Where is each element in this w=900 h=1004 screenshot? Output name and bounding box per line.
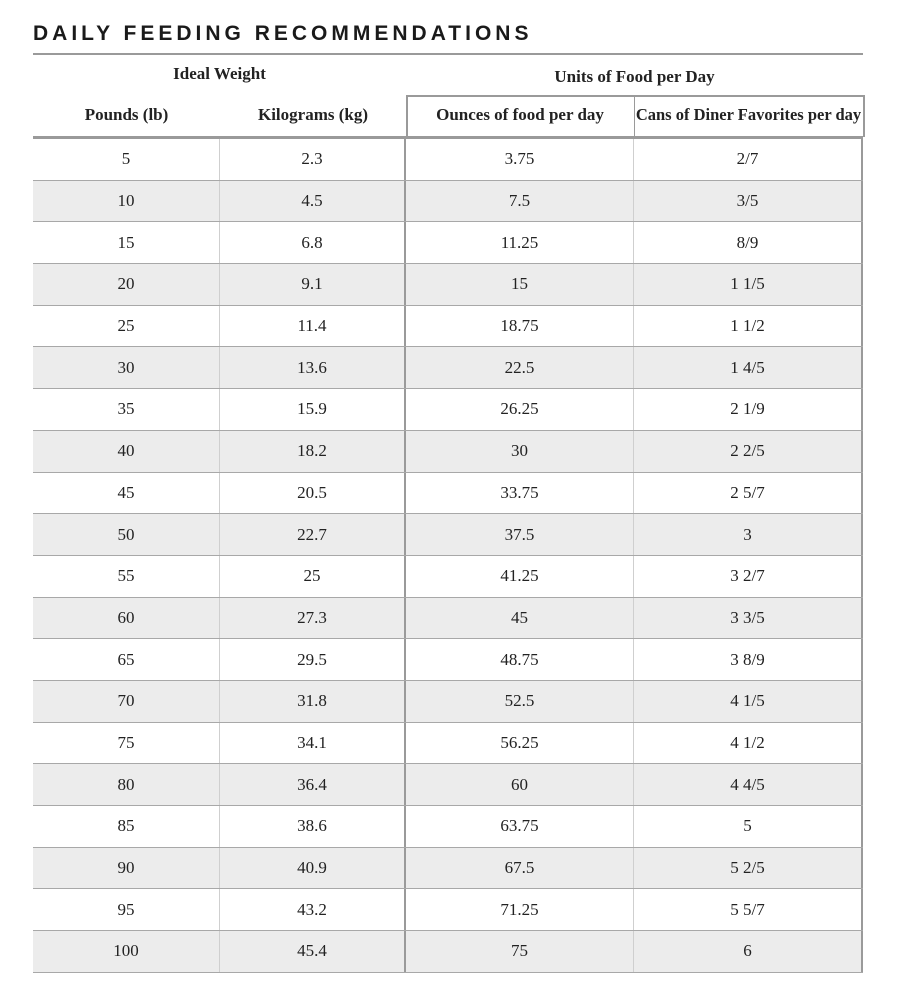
title-divider bbox=[33, 53, 863, 55]
pounds-cell: 100 bbox=[33, 931, 220, 972]
kilograms-cell: 20.5 bbox=[220, 473, 406, 514]
cans-cell: 1 1/2 bbox=[634, 306, 863, 347]
cans-cell: 6 bbox=[634, 931, 863, 972]
ounces-cell: 15 bbox=[406, 264, 634, 305]
units-per-day-group-header: Units of Food per Day bbox=[554, 67, 715, 86]
cans-cell: 4 1/2 bbox=[634, 723, 863, 764]
kilograms-cell: 31.8 bbox=[220, 681, 406, 722]
cans-cell: 3/5 bbox=[634, 181, 863, 222]
table-row bbox=[33, 556, 863, 598]
ounces-cell: 3.75 bbox=[406, 139, 634, 180]
cans-cell: 3 3/5 bbox=[634, 598, 863, 639]
table-row bbox=[33, 931, 863, 973]
kilograms-cell: 18.2 bbox=[220, 431, 406, 472]
cans-cell: 5 2/5 bbox=[634, 848, 863, 889]
table-row bbox=[33, 806, 863, 848]
cans-cell: 4 4/5 bbox=[634, 764, 863, 805]
kilograms-cell: 2.3 bbox=[220, 139, 406, 180]
kilograms-cell: 11.4 bbox=[220, 306, 406, 347]
ounces-cell: 22.5 bbox=[406, 347, 634, 388]
kilograms-cell: 4.5 bbox=[220, 181, 406, 222]
column-header-pounds: Pounds (lb) bbox=[84, 105, 169, 124]
ounces-cell: 60 bbox=[406, 764, 634, 805]
cans-cell: 2/7 bbox=[634, 139, 863, 180]
pounds-cell: 15 bbox=[33, 222, 220, 263]
kilograms-cell: 9.1 bbox=[220, 264, 406, 305]
cans-cell: 1 1/5 bbox=[634, 264, 863, 305]
cans-cell: 2 2/5 bbox=[634, 431, 863, 472]
pounds-cell: 95 bbox=[33, 889, 220, 930]
kilograms-cell: 27.3 bbox=[220, 598, 406, 639]
cans-cell: 3 8/9 bbox=[634, 639, 863, 680]
pounds-cell: 25 bbox=[33, 306, 220, 347]
table-row bbox=[33, 848, 863, 890]
kilograms-cell: 25 bbox=[220, 556, 406, 597]
table-row bbox=[33, 431, 863, 473]
kilograms-cell: 38.6 bbox=[220, 806, 406, 847]
feeding-table-body bbox=[33, 139, 863, 973]
ounces-cell: 71.25 bbox=[406, 889, 634, 930]
table-row bbox=[33, 139, 863, 181]
pounds-cell: 10 bbox=[33, 181, 220, 222]
table-row bbox=[33, 889, 863, 931]
kilograms-cell: 6.8 bbox=[220, 222, 406, 263]
cans-cell: 3 bbox=[634, 514, 863, 555]
pounds-cell: 80 bbox=[33, 764, 220, 805]
pounds-cell: 70 bbox=[33, 681, 220, 722]
cans-cell: 8/9 bbox=[634, 222, 863, 263]
pounds-cell: 65 bbox=[33, 639, 220, 680]
cans-cell: 4 1/5 bbox=[634, 681, 863, 722]
pounds-cell: 45 bbox=[33, 473, 220, 514]
pounds-cell: 50 bbox=[33, 514, 220, 555]
pounds-cell: 90 bbox=[33, 848, 220, 889]
ounces-cell: 26.25 bbox=[406, 389, 634, 430]
table-row bbox=[33, 306, 863, 348]
ounces-cell: 52.5 bbox=[406, 681, 634, 722]
kilograms-cell: 29.5 bbox=[220, 639, 406, 680]
kilograms-cell: 43.2 bbox=[220, 889, 406, 930]
kilograms-cell: 22.7 bbox=[220, 514, 406, 555]
ounces-cell: 45 bbox=[406, 598, 634, 639]
table-row bbox=[33, 723, 863, 765]
table-row bbox=[33, 181, 863, 223]
pounds-cell: 20 bbox=[33, 264, 220, 305]
table-row bbox=[33, 598, 863, 640]
pounds-cell: 55 bbox=[33, 556, 220, 597]
table-row bbox=[33, 639, 863, 681]
ounces-cell: 75 bbox=[406, 931, 634, 972]
table-row bbox=[33, 222, 863, 264]
kilograms-cell: 45.4 bbox=[220, 931, 406, 972]
cans-cell: 3 2/7 bbox=[634, 556, 863, 597]
kilograms-cell: 13.6 bbox=[220, 347, 406, 388]
page-title: DAILY FEEDING RECOMMENDATIONS bbox=[33, 22, 533, 45]
table-row bbox=[33, 389, 863, 431]
ounces-cell: 63.75 bbox=[406, 806, 634, 847]
pounds-cell: 5 bbox=[33, 139, 220, 180]
ounces-cell: 67.5 bbox=[406, 848, 634, 889]
cans-cell: 5 5/7 bbox=[634, 889, 863, 930]
ounces-cell: 56.25 bbox=[406, 723, 634, 764]
ounces-cell: 18.75 bbox=[406, 306, 634, 347]
cans-cell: 2 5/7 bbox=[634, 473, 863, 514]
table-row bbox=[33, 264, 863, 306]
pounds-cell: 60 bbox=[33, 598, 220, 639]
table-row bbox=[33, 681, 863, 723]
kilograms-cell: 15.9 bbox=[220, 389, 406, 430]
pounds-cell: 85 bbox=[33, 806, 220, 847]
ounces-cell: 33.75 bbox=[406, 473, 634, 514]
ounces-cell: 48.75 bbox=[406, 639, 634, 680]
column-header-kilograms: Kilograms (kg) bbox=[257, 105, 369, 124]
pounds-cell: 75 bbox=[33, 723, 220, 764]
column-header-ounces: Ounces of food per day bbox=[436, 105, 604, 124]
ounces-cell: 30 bbox=[406, 431, 634, 472]
ounces-cell: 41.25 bbox=[406, 556, 634, 597]
table-row bbox=[33, 347, 863, 389]
column-header-cans: Cans of Diner Favorites per day bbox=[635, 105, 862, 124]
cans-cell: 2 1/9 bbox=[634, 389, 863, 430]
ounces-cell: 37.5 bbox=[406, 514, 634, 555]
kilograms-cell: 34.1 bbox=[220, 723, 406, 764]
kilograms-cell: 36.4 bbox=[220, 764, 406, 805]
cans-cell: 5 bbox=[634, 806, 863, 847]
ounces-cell: 7.5 bbox=[406, 181, 634, 222]
pounds-cell: 40 bbox=[33, 431, 220, 472]
ounces-cell: 11.25 bbox=[406, 222, 634, 263]
table-row bbox=[33, 473, 863, 515]
table-row bbox=[33, 514, 863, 556]
pounds-cell: 35 bbox=[33, 389, 220, 430]
cans-cell: 1 4/5 bbox=[634, 347, 863, 388]
kilograms-cell: 40.9 bbox=[220, 848, 406, 889]
table-row bbox=[33, 764, 863, 806]
ideal-weight-group-header: Ideal Weight bbox=[173, 64, 266, 83]
pounds-cell: 30 bbox=[33, 347, 220, 388]
